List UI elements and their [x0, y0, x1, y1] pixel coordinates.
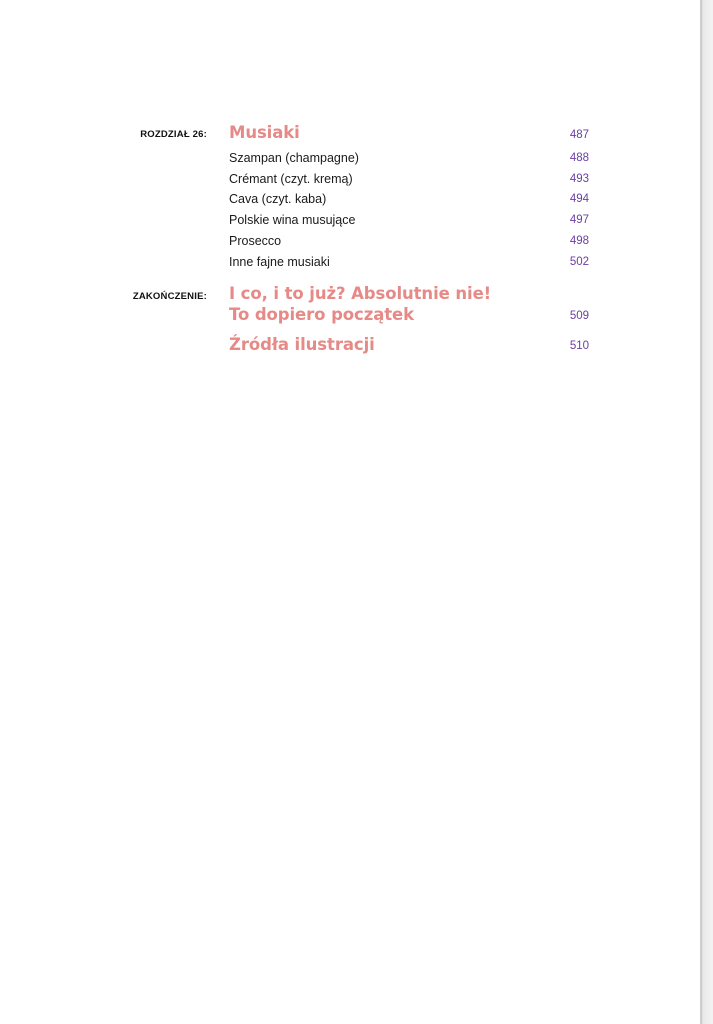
- conclusion-title-line-1[interactable]: I co, i to już? Absolutnie nie!: [229, 284, 492, 303]
- toc-entry-page-number: 494: [569, 193, 589, 205]
- toc-entry-szampan[interactable]: Szampan (champagne): [229, 151, 359, 165]
- toc-entry-prosecco[interactable]: Prosecco: [229, 234, 282, 248]
- toc-entry-page-number: 493: [569, 173, 589, 185]
- chapter-26-label: ROZDZIAŁ 26:: [140, 129, 207, 140]
- toc-entry-inne-fajne-musiaki[interactable]: Inne fajne musiaki: [229, 255, 330, 269]
- conclusion-label: ZAKOŃCZENIE:: [132, 291, 207, 302]
- toc-entry-polskie-wina[interactable]: Polskie wina musujące: [229, 213, 356, 227]
- conclusion-page-number: 509: [569, 310, 589, 322]
- sources-title[interactable]: Źródła ilustracji: [229, 335, 375, 354]
- chapter-26-title[interactable]: Musiaki: [229, 123, 300, 142]
- toc-entry-cremant[interactable]: Crémant (czyt. kremą): [229, 172, 353, 186]
- toc-entry-page-number: 488: [569, 152, 589, 164]
- toc-entry-page-number: 498: [569, 235, 589, 247]
- page-edge-shadow: [700, 0, 713, 1024]
- conclusion-title-line-2[interactable]: To dopiero początek: [229, 305, 414, 324]
- toc-entry-page-number: 497: [569, 214, 589, 226]
- toc-entry-cava[interactable]: Cava (czyt. kaba): [229, 192, 327, 206]
- toc-entry-page-number: 502: [569, 256, 589, 268]
- chapter-26-page-number: 487: [569, 129, 589, 141]
- sources-page-number: 510: [569, 340, 589, 352]
